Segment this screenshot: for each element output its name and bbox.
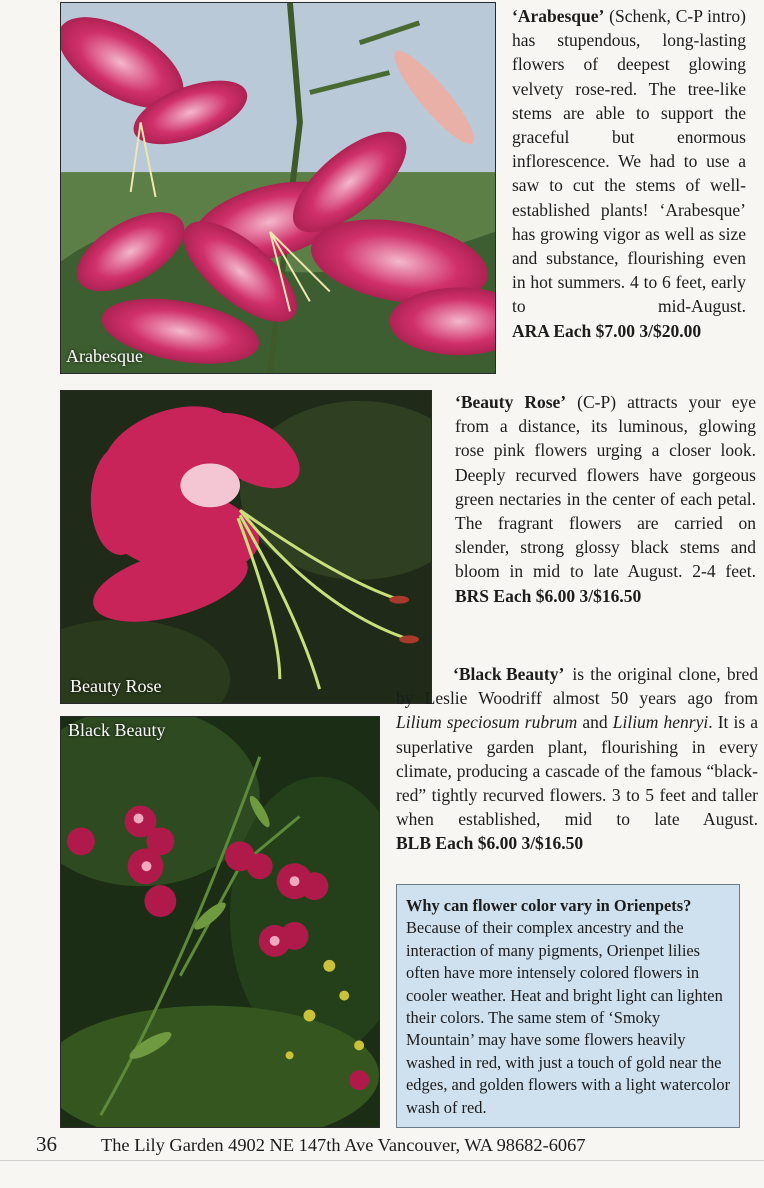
beauty-rose-photo [60,390,432,704]
black-beauty-first-lines [453,662,758,686]
footer-address: The Lily Garden 4902 NE 147th Ave Vancouver, WA 98682-6067 [101,1135,586,1155]
black-beauty-name: ‘Black Beauty’ [453,664,565,684]
arabesque-price: ARA Each $7.00 3/$20.00 [512,320,702,341]
arabesque-photo [60,2,496,374]
black-beauty-text-2: and [577,712,613,733]
black-beauty-species-2: Lilium henryi [612,712,709,733]
black-beauty-caption: Black Beauty [68,720,166,740]
beauty-rose-description [455,390,756,608]
bottom-rule [0,1160,764,1161]
beauty-rose-caption: Beauty Rose [70,676,162,696]
sidebar-answer: Because of their complex ancestry and the interaction of many pigments, Orienpet lilies often have more intensely colored flowers in cooler weather. Heat and bright light can lighten their colors. The same stem of ‘Smoky Mountain’ may have some flowers heavily washed in red, with just a touch of gold near the edges, and golden flowers with a light watercolor wash of red. [406,918,731,1117]
arabesque-description [512,4,746,343]
black-beauty-text-3: . It is a superlative garden plant, flourishing in every climate, producing a cascade of the famous “black-red” tightly recurved flowers. 3 to 5 feet and taller when established, mid to late August. [396,712,758,830]
black-beauty-text-1: is the original clone, bred by Leslie Woodriff almost 50 years ago from [396,664,758,709]
page-footer [36,1132,585,1157]
black-beauty-species-1: Lilium speciosum rubrum [396,712,578,733]
arabesque-caption: Arabesque [66,346,143,366]
arabesque-text: (Schenk, C-P intro) has stupendous, long-lasting flowers of deepest glowing velvety rose-red. The tree-like stems are able to support the graceful but enormous inflorescence. We had to use a saw to cut the stems of well-established plants! ‘Arabesque’ has growing vigor as well as size and substance, flourishing even in hot summers. 4 to 6 feet, early to mid-August. [512,6,746,317]
beauty-rose-text: (C-P) attracts your eye from a distance, its luminous, glowing rose pink flowers urging a closer look. Deeply recurved flowers have gorgeous green nectaries in the center of each petal. The fragrant flowers are carried on slender, strong glossy black stems and bloom in mid to late August. 2-4 feet. [455,392,756,582]
black-beauty-description [396,662,758,856]
sidebar-question: Why can flower color vary in Orienpets? [406,896,692,915]
black-beauty-photo [60,716,380,1128]
page-number: 36 [36,1132,57,1156]
beauty-rose-name: ‘Beauty Rose’ [455,392,567,412]
black-beauty-price: BLB Each $6.00 3/$16.50 [396,833,584,854]
orienpet-color-sidebar [396,884,740,1128]
beauty-rose-price: BRS Each $6.00 3/$16.50 [455,585,642,606]
arabesque-name: ‘Arabesque’ [512,6,605,26]
